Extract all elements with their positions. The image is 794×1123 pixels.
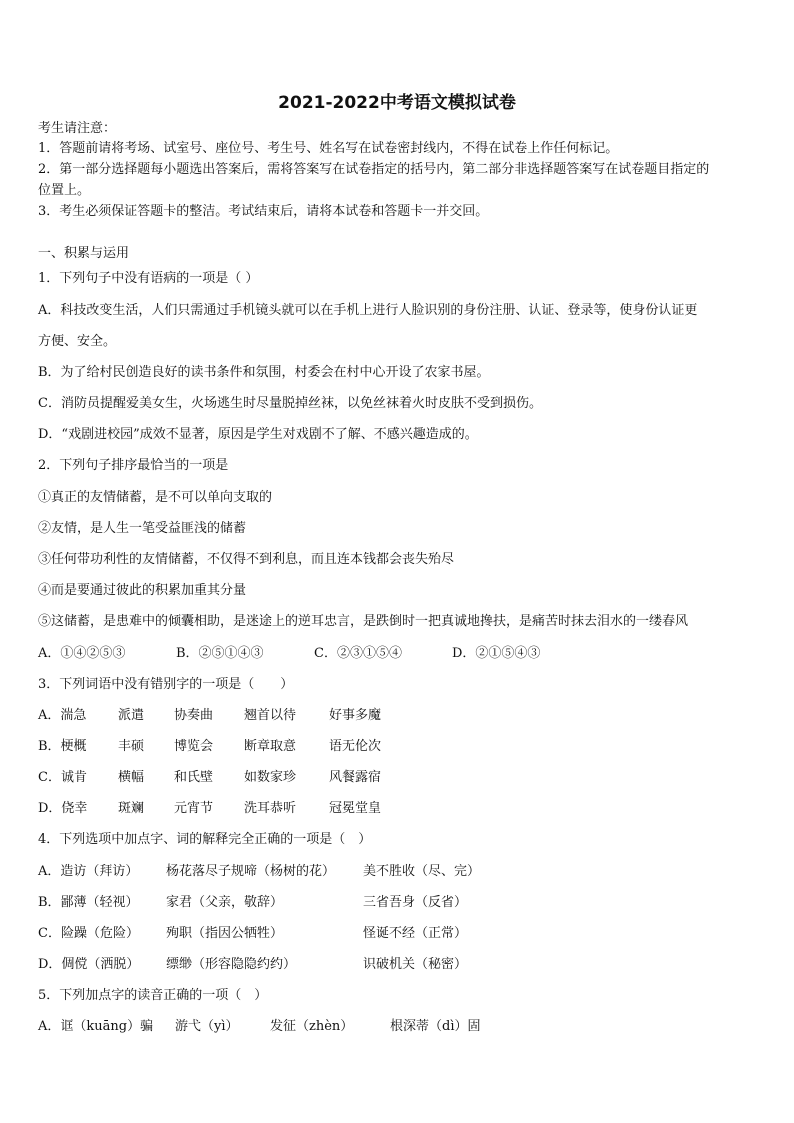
q3-a-word-2: 派遣 bbox=[118, 708, 145, 723]
notice-item-3: 3．考生必须保证答题卡的整洁。考试结束后，请将本试卷和答题卡一并交回。 bbox=[38, 204, 489, 219]
q3-c-word-5: 风餐露宿 bbox=[329, 770, 382, 785]
q3-option-d bbox=[38, 801, 381, 817]
q3-d-word-3: 元宵节 bbox=[174, 801, 214, 816]
q4-d-item-3: 识破机关（秘密） bbox=[363, 957, 468, 972]
q5-a-item-4: 根深蒂（dì）固 bbox=[390, 1019, 481, 1034]
q3-d-word-4: 洗耳恭听 bbox=[244, 801, 297, 816]
q2-option-c: C．②③①⑤④ bbox=[314, 646, 402, 661]
notice-heading: 考生请注意： bbox=[38, 121, 117, 136]
q3-d-word-2: 斑斓 bbox=[118, 801, 145, 816]
q3-c-word-2: 横幅 bbox=[118, 770, 145, 785]
q4-b-item-3: 三省吾身（反省） bbox=[363, 895, 468, 910]
q2-sentence-3: ③任何带功利性的友情储蓄，不仅得不到利息，而且连本钱都会丧失殆尽 bbox=[38, 552, 455, 567]
q3-stem: 3．下列词语中没有错别字的一项是（ ） bbox=[38, 677, 294, 692]
q2-sentence-1: ①真正的友情储蓄，是不可以单向支取的 bbox=[38, 490, 273, 505]
q3-b-word-1: B．梗概 bbox=[38, 739, 87, 754]
q3-b-word-5: 语无伦次 bbox=[329, 739, 382, 754]
q3-d-word-1: D．侥幸 bbox=[38, 801, 88, 816]
q3-b-word-4: 断章取意 bbox=[244, 739, 297, 754]
q2-stem: 2．下列句子排序最恰当的一项是 bbox=[38, 458, 229, 473]
q4-c-item-1: C．险躁（危险） bbox=[38, 926, 139, 941]
q5-a-item-1: A．诓（kuāng）骗 bbox=[38, 1019, 154, 1034]
q1-option-a-cont: 方便、安全。 bbox=[38, 334, 117, 349]
q3-b-word-3: 博览会 bbox=[174, 739, 214, 754]
q2-sentence-4: ④而是要通过彼此的积累加重其分量 bbox=[38, 583, 247, 598]
q4-option-d bbox=[38, 957, 467, 973]
notice-item-2-cont: 位置上。 bbox=[38, 183, 91, 198]
q4-option-a bbox=[38, 864, 480, 880]
q3-a-word-4: 翘首以待 bbox=[244, 708, 297, 723]
q5-a-item-3: 发征（zhèn） bbox=[270, 1019, 354, 1034]
q2-option-a: A．①④②⑤③ bbox=[38, 646, 126, 661]
q1-option-a: A．科技改变生活，人们只需通过手机镜头就可以在手机上进行人脸识别的身份注册、认证、登录等，使身份认证更 bbox=[38, 303, 698, 318]
q2-options bbox=[38, 646, 540, 662]
q3-a-word-1: A．湍急 bbox=[38, 708, 87, 723]
q4-b-item-1: B．鄙薄（轻视） bbox=[38, 895, 139, 910]
q4-c-item-3: 怪诞不经（正常） bbox=[363, 926, 468, 941]
page-title: 2021-2022中考语文模拟试卷 bbox=[278, 93, 516, 113]
q4-a-item-1: A．造访（拜访） bbox=[38, 864, 139, 879]
q3-d-word-5: 冠冕堂皇 bbox=[329, 801, 382, 816]
q2-sentence-2: ②友情，是人生一笔受益匪浅的储蓄 bbox=[38, 521, 247, 536]
q5-a-item-2: 游弋（yì） bbox=[175, 1019, 239, 1034]
q4-option-c bbox=[38, 926, 467, 942]
q2-option-b: B．②⑤①④③ bbox=[176, 646, 264, 661]
q4-d-item-2: 缥缈（形容隐隐约约） bbox=[166, 957, 297, 972]
q3-a-word-3: 协奏曲 bbox=[174, 708, 214, 723]
q4-a-item-3: 美不胜收（尽、完） bbox=[363, 864, 481, 879]
q3-c-word-4: 如数家珍 bbox=[244, 770, 297, 785]
q1-stem: 1．下列句子中没有语病的一项是（ ） bbox=[38, 271, 259, 286]
q4-a-item-2: 杨花落尽子规啼（杨树的花） bbox=[166, 864, 336, 879]
q3-c-word-1: C．诚肯 bbox=[38, 770, 87, 785]
q1-option-b: B．为了给村民创造良好的读书条件和氛围，村委会在村中心开设了农家书屋。 bbox=[38, 365, 490, 380]
q1-option-c: C．消防员提醒爱美女生，火场逃生时尽量脱掉丝袜，以免丝袜着火时皮肤不受到损伤。 bbox=[38, 396, 542, 411]
q3-option-b bbox=[38, 739, 381, 755]
q4-c-item-2: 殉职（指因公牺牲） bbox=[166, 926, 284, 941]
q3-b-word-2: 丰硕 bbox=[118, 739, 145, 754]
notice-item-1: 1．答题前请将考场、试室号、座位号、考生号、姓名写在试卷密封线内，不得在试卷上作任何标记。 bbox=[38, 141, 619, 156]
q5-option-a bbox=[38, 1019, 480, 1035]
notice-item-2: 2．第一部分选择题每小题选出答案后，需将答案写在试卷指定的括号内，第二部分非选择题答案写在试卷题目指定的 bbox=[38, 162, 710, 177]
section-heading: 一、积累与运用 bbox=[38, 246, 130, 261]
q3-option-c bbox=[38, 770, 381, 786]
q1-option-d: D．“戏剧进校园”成效不显著，原因是学生对戏剧不了解、不感兴趣造成的。 bbox=[38, 427, 478, 442]
q2-option-d: D．②①⑤④③ bbox=[452, 646, 541, 661]
q4-option-b bbox=[38, 895, 467, 911]
q3-c-word-3: 和氏壁 bbox=[174, 770, 214, 785]
q3-a-word-5: 好事多魔 bbox=[329, 708, 382, 723]
q2-sentence-5: ⑤这储蓄，是患难中的倾囊相助，是迷途上的逆耳忠言，是跌倒时一把真诚地搀扶，是痛苦时抹去泪水的一缕春风 bbox=[38, 614, 689, 629]
q5-stem: 5．下列加点字的读音正确的一项（ ） bbox=[38, 988, 268, 1003]
q4-d-item-1: D．倜傥（洒脱） bbox=[38, 957, 140, 972]
q4-stem: 4．下列选项中加点字、词的解释完全正确的一项是（ ） bbox=[38, 832, 372, 847]
q4-b-item-2: 家君（父亲，敬辞） bbox=[166, 895, 284, 910]
q3-option-a bbox=[38, 708, 381, 724]
